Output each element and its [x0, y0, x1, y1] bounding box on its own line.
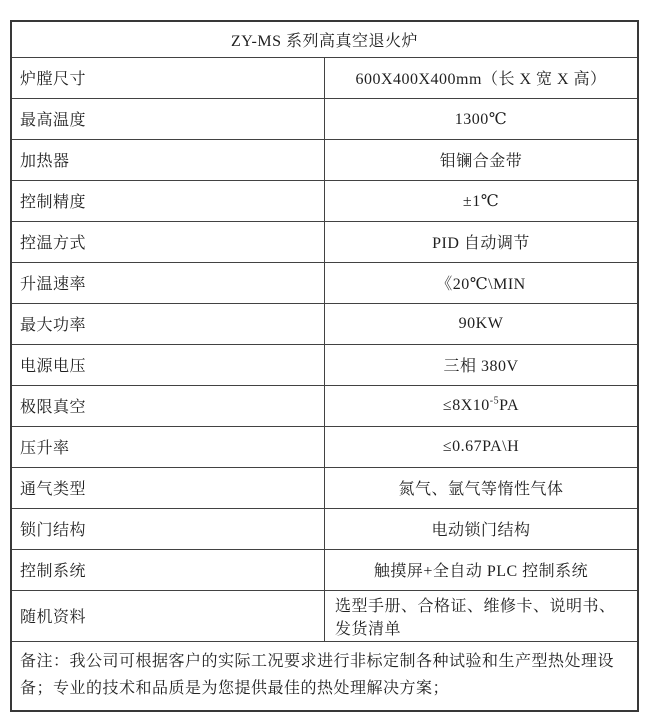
row-label-chamber-size: 炉膛尺寸 [11, 57, 325, 98]
table-note: 备注：我公司可根据客户的实际工况要求进行非标定制各种试验和生产型热处理设备；专业的技术和品质是为您提供最佳的热处理解决方案； [11, 641, 638, 711]
row-label-power-voltage: 电源电压 [11, 344, 325, 385]
table-title: ZY-MS 系列高真空退火炉 [11, 21, 638, 57]
row-label-heater: 加热器 [11, 139, 325, 180]
row-label-temp-control-mode: 控温方式 [11, 221, 325, 262]
ultimate-vacuum-unit: PA [499, 396, 520, 414]
row-value-pressure-rise-rate: ≤0.67PA\H [325, 426, 639, 467]
row-value-ultimate-vacuum [325, 385, 639, 426]
table-row [11, 385, 638, 426]
row-value-max-power: 90KW [325, 303, 639, 344]
row-value-heater: 钼镧合金带 [325, 139, 639, 180]
table-row [11, 508, 638, 549]
table-row [11, 344, 638, 385]
row-value-gas-type: 氮气、氩气等惰性气体 [325, 467, 639, 508]
table-row [11, 303, 638, 344]
ultimate-vacuum-base: ≤8X10 [442, 396, 490, 414]
table-row [11, 262, 638, 303]
table-title-row [11, 21, 638, 57]
row-label-gas-type: 通气类型 [11, 467, 325, 508]
row-value-chamber-size: 600X400X400mm（长 X 宽 X 高） [325, 57, 639, 98]
row-value-max-temperature: 1300℃ [325, 98, 639, 139]
row-label-ultimate-vacuum: 极限真空 [11, 385, 325, 426]
table-note-row [11, 641, 638, 711]
row-value-accompanying-documents: 选型手册、合格证、维修卡、说明书、发货清单 [325, 590, 639, 641]
row-label-accompanying-documents: 随机资料 [11, 590, 325, 641]
table-row [11, 590, 638, 641]
row-value-heating-rate: 《20℃\MIN [325, 262, 639, 303]
table-row [11, 221, 638, 262]
ultimate-vacuum-exponent: -5 [489, 395, 500, 407]
row-label-control-system: 控制系统 [11, 549, 325, 590]
row-value-power-voltage: 三相 380V [325, 344, 639, 385]
table-row [11, 57, 638, 98]
row-value-door-lock-structure: 电动锁门结构 [325, 508, 639, 549]
row-label-pressure-rise-rate: 压升率 [11, 426, 325, 467]
table-row [11, 467, 638, 508]
row-label-heating-rate: 升温速率 [11, 262, 325, 303]
row-label-door-lock-structure: 锁门结构 [11, 508, 325, 549]
row-value-temp-control-mode: PID 自动调节 [325, 221, 639, 262]
row-value-control-accuracy: ±1℃ [325, 180, 639, 221]
table-row [11, 139, 638, 180]
table-row [11, 549, 638, 590]
table-row [11, 98, 638, 139]
row-label-max-temperature: 最高温度 [11, 98, 325, 139]
row-value-control-system: 触摸屏+全自动 PLC 控制系统 [325, 549, 639, 590]
table-row [11, 426, 638, 467]
spec-table-body [11, 21, 638, 711]
row-label-control-accuracy: 控制精度 [11, 180, 325, 221]
row-label-max-power: 最大功率 [11, 303, 325, 344]
table-row [11, 180, 638, 221]
spec-table [10, 20, 639, 712]
